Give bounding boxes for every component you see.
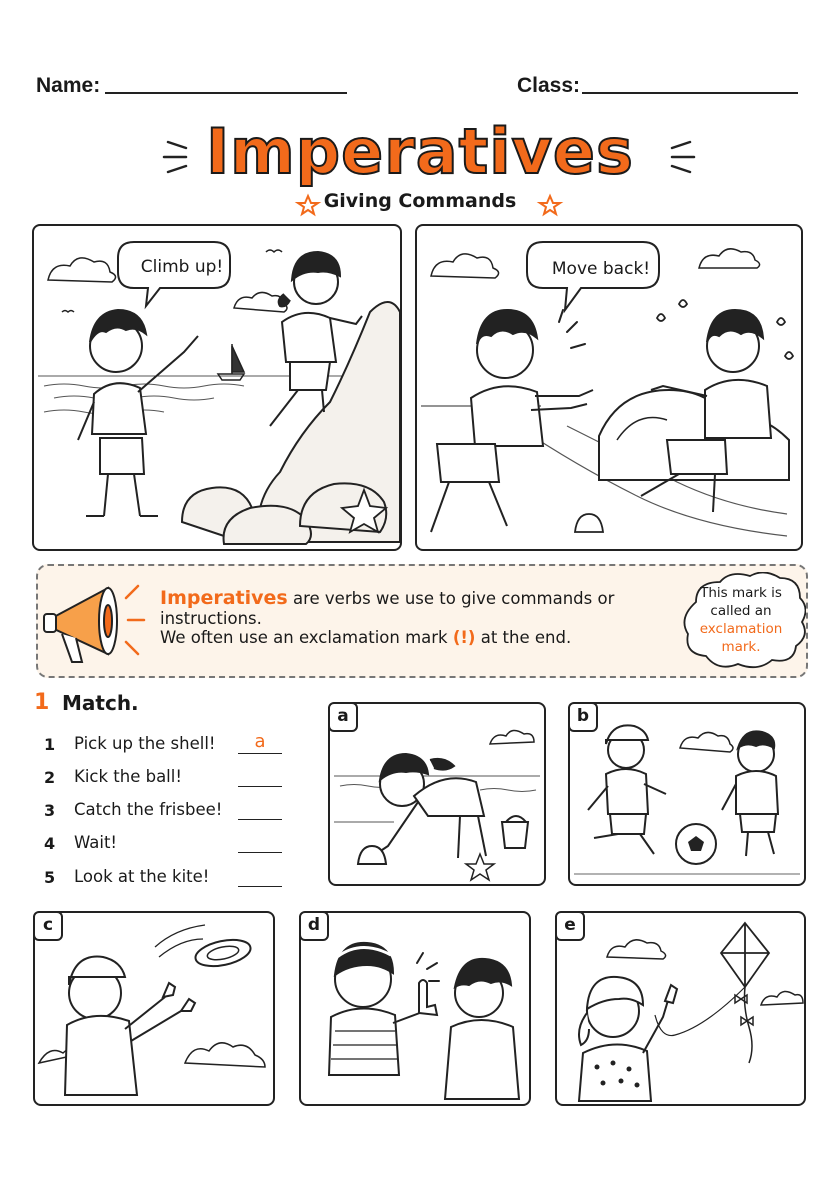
exclamation-mark-symbol: (!) xyxy=(452,628,476,647)
answer-field[interactable] xyxy=(238,798,282,820)
speech-bubble-move-back: Move back! xyxy=(551,259,651,279)
picture-letter: b xyxy=(568,702,598,732)
picture-letter: e xyxy=(555,911,585,941)
exercise-number: 1 xyxy=(34,690,50,715)
note-line-1: This mark is xyxy=(700,585,782,601)
girl-with-kite-icon xyxy=(557,913,804,1104)
class-label: Class: xyxy=(517,74,581,97)
item-number: 3 xyxy=(44,801,56,820)
info-line-2-text: We often use an exclamation mark xyxy=(160,628,453,647)
item-number: 5 xyxy=(44,868,56,887)
item-number: 1 xyxy=(44,735,56,754)
girl-picking-shell-icon xyxy=(330,704,544,884)
speech-bubble-climb: Climb up! xyxy=(140,257,224,277)
boys-kicking-ball-icon xyxy=(570,704,804,884)
picture-letter: a xyxy=(328,702,358,732)
name-label: Name: xyxy=(36,74,101,97)
item-number: 4 xyxy=(44,834,56,853)
picture-c xyxy=(33,911,275,1106)
name-field[interactable] xyxy=(105,92,347,94)
note-line-2: called an xyxy=(710,603,772,619)
class-field[interactable] xyxy=(582,92,798,94)
picture-letter: c xyxy=(33,911,63,941)
item-text: Catch the frisbee! xyxy=(74,800,223,819)
item-text: Look at the kite! xyxy=(74,867,210,886)
info-line-1 xyxy=(160,587,680,628)
page-title: Imperatives xyxy=(206,115,634,188)
picture-b xyxy=(568,702,806,886)
picture-a xyxy=(328,702,546,886)
picture-d xyxy=(299,911,531,1106)
answer-field[interactable] xyxy=(238,765,282,787)
info-keyword: Imperatives xyxy=(160,587,288,609)
girl-saying-wait-icon xyxy=(301,913,529,1104)
boy-catching-frisbee-icon xyxy=(35,913,273,1104)
note-highlight-1: exclamation xyxy=(699,621,783,637)
note-highlight-2: mark. xyxy=(721,639,761,655)
info-line-2 xyxy=(160,628,680,647)
answer-field[interactable] xyxy=(238,831,282,853)
megaphone-icon xyxy=(42,574,152,670)
comic-panel-move-back xyxy=(415,224,803,551)
comic-panel-climb xyxy=(32,224,402,551)
picture-letter: d xyxy=(299,911,329,941)
item-text: Kick the ball! xyxy=(74,767,182,786)
item-text: Pick up the shell! xyxy=(74,734,216,753)
answer-field[interactable] xyxy=(238,732,282,754)
info-line-1-text: are verbs we use to give commands or instructions. xyxy=(160,589,615,628)
item-number: 2 xyxy=(44,768,56,787)
info-line-2-end: at the end. xyxy=(475,628,572,647)
note-text xyxy=(686,584,796,656)
answer-value: a xyxy=(254,731,266,752)
item-text: Wait! xyxy=(74,833,118,852)
answer-field[interactable] xyxy=(238,865,282,887)
page-subtitle: Giving Commands xyxy=(323,190,517,212)
picture-e xyxy=(555,911,806,1106)
exercise-instruction: Match. xyxy=(62,691,139,715)
